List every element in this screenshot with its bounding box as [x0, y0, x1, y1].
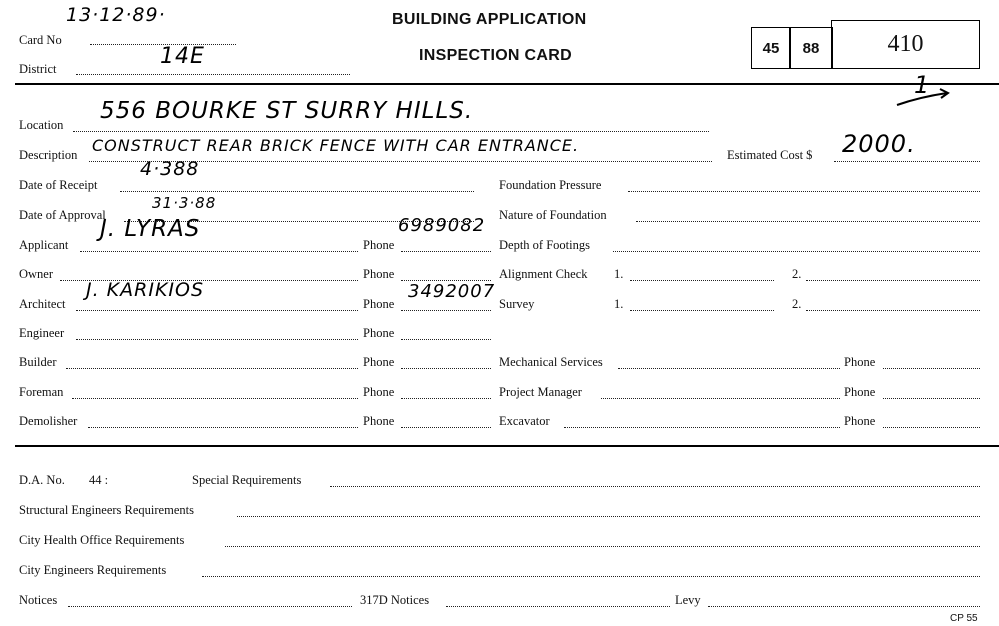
- date-of-approval-value: 31·3·88: [152, 194, 217, 212]
- engineer-phone-label: Phone: [363, 326, 395, 340]
- foreman-label: Foreman: [19, 385, 64, 399]
- date-of-receipt-label: Date of Receipt: [19, 178, 98, 192]
- card-no-label: Card No: [19, 33, 62, 47]
- demolisher-line: [88, 427, 358, 428]
- alignment-check-opt1-label: 1.: [614, 267, 624, 281]
- form-code: CP 55: [950, 613, 978, 624]
- district-value: 14E: [160, 44, 205, 69]
- city-engineers-line: [202, 576, 980, 577]
- structural-engineers-line: [237, 516, 980, 517]
- notices-317d-line: [446, 606, 670, 607]
- nature-of-foundation-label: Nature of Foundation: [499, 208, 607, 222]
- applicant-phone-line: [401, 251, 491, 252]
- estimated-cost-label: Estimated Cost $: [727, 148, 813, 162]
- engineer-line: [76, 339, 358, 340]
- top-rule: [15, 83, 999, 85]
- builder-label: Builder: [19, 355, 57, 369]
- da-no-label: D.A. No.: [19, 473, 65, 487]
- foreman-line: [72, 398, 358, 399]
- architect-phone-value: 3492007: [408, 281, 496, 302]
- survey-opt2-label: 2.: [792, 297, 802, 311]
- project-manager-phone-label: Phone: [844, 385, 876, 399]
- date-of-receipt-value: 4·388: [140, 158, 200, 180]
- owner-label: Owner: [19, 267, 54, 281]
- notices-317d-label: 317D Notices: [360, 593, 430, 607]
- mechanical-services-phone-label: Phone: [844, 355, 876, 369]
- survey-opt1-line: [630, 310, 774, 311]
- description-value: CONSTRUCT REAR BRICK FENCE WITH CAR ENTRANCE.: [92, 136, 580, 155]
- foreman-phone-label: Phone: [363, 385, 395, 399]
- builder-phone-label: Phone: [363, 355, 395, 369]
- location-value: 556 BOURKE ST SURRY HILLS.: [100, 98, 474, 124]
- annotation-arrow-icon: [895, 85, 955, 110]
- box-annotation: 1: [914, 71, 931, 99]
- alignment-check-opt2-line: [806, 280, 980, 281]
- applicant-phone-label: Phone: [363, 238, 395, 252]
- architect-phone-label: Phone: [363, 297, 395, 311]
- alignment-check-label: Alignment Check: [499, 267, 588, 281]
- foundation-pressure-line: [628, 191, 980, 192]
- depth-of-footings-label: Depth of Footings: [499, 238, 590, 252]
- survey-opt2-line: [806, 310, 980, 311]
- architect-value: J. KARIKIOS: [86, 279, 205, 301]
- city-engineers-label: City Engineers Requirements: [19, 563, 167, 577]
- mechanical-services-line: [618, 368, 840, 369]
- project-manager-label: Project Manager: [499, 385, 582, 399]
- title-line-2: INSPECTION CARD: [419, 47, 572, 64]
- builder-line: [66, 368, 358, 369]
- foreman-phone-line: [401, 398, 491, 399]
- title-line-1: BUILDING APPLICATION: [392, 11, 587, 28]
- special-requirements-label: Special Requirements: [192, 473, 302, 487]
- nature-of-foundation-line: [636, 221, 980, 222]
- alignment-check-opt2-label: 2.: [792, 267, 802, 281]
- estimated-cost-value: 2000.: [842, 130, 916, 158]
- project-manager-line: [601, 398, 840, 399]
- district-line: [76, 74, 350, 75]
- special-requirements-line: [330, 486, 980, 487]
- demolisher-phone-line: [401, 427, 491, 428]
- engineer-label: Engineer: [19, 326, 65, 340]
- district-label: District: [19, 62, 57, 76]
- da-no-value: 44 :: [89, 473, 109, 487]
- depth-of-footings-line: [613, 251, 980, 252]
- date-of-approval-label: Date of Approval: [19, 208, 106, 222]
- excavator-phone-label: Phone: [844, 414, 876, 428]
- box-b: 88: [789, 27, 833, 69]
- location-label: Location: [19, 118, 64, 132]
- project-manager-phone-line: [883, 398, 980, 399]
- demolisher-label: Demolisher: [19, 414, 78, 428]
- excavator-line: [564, 427, 840, 428]
- applicant-value: J. LYRAS: [100, 216, 201, 242]
- box-a: 45: [751, 27, 791, 69]
- box-number: 410: [831, 20, 980, 69]
- description-label: Description: [19, 148, 78, 162]
- builder-phone-line: [401, 368, 491, 369]
- excavator-phone-line: [883, 427, 980, 428]
- notices-line: [68, 606, 352, 607]
- survey-opt1-label: 1.: [614, 297, 624, 311]
- foundation-pressure-label: Foundation Pressure: [499, 178, 602, 192]
- excavator-label: Excavator: [499, 414, 550, 428]
- architect-line: [76, 310, 358, 311]
- middle-rule: [15, 445, 999, 447]
- estimated-cost-line: [834, 161, 980, 162]
- alignment-check-opt1-line: [630, 280, 774, 281]
- notices-label: Notices: [19, 593, 58, 607]
- demolisher-phone-label: Phone: [363, 414, 395, 428]
- structural-engineers-label: Structural Engineers Requirements: [19, 503, 194, 517]
- location-line: [73, 131, 709, 132]
- owner-phone-label: Phone: [363, 267, 395, 281]
- applicant-line: [80, 251, 358, 252]
- city-health-label: City Health Office Requirements: [19, 533, 185, 547]
- city-health-line: [225, 546, 980, 547]
- mechanical-services-phone-line: [883, 368, 980, 369]
- architect-label: Architect: [19, 297, 66, 311]
- levy-label: Levy: [675, 593, 701, 607]
- applicant-phone-value: 6989082: [398, 215, 486, 236]
- mechanical-services-label: Mechanical Services: [499, 355, 603, 369]
- architect-phone-line: [401, 310, 491, 311]
- survey-label: Survey: [499, 297, 535, 311]
- card-no-value: 13·12·89·: [66, 4, 166, 26]
- engineer-phone-line: [401, 339, 491, 340]
- applicant-label: Applicant: [19, 238, 69, 252]
- levy-line: [708, 606, 980, 607]
